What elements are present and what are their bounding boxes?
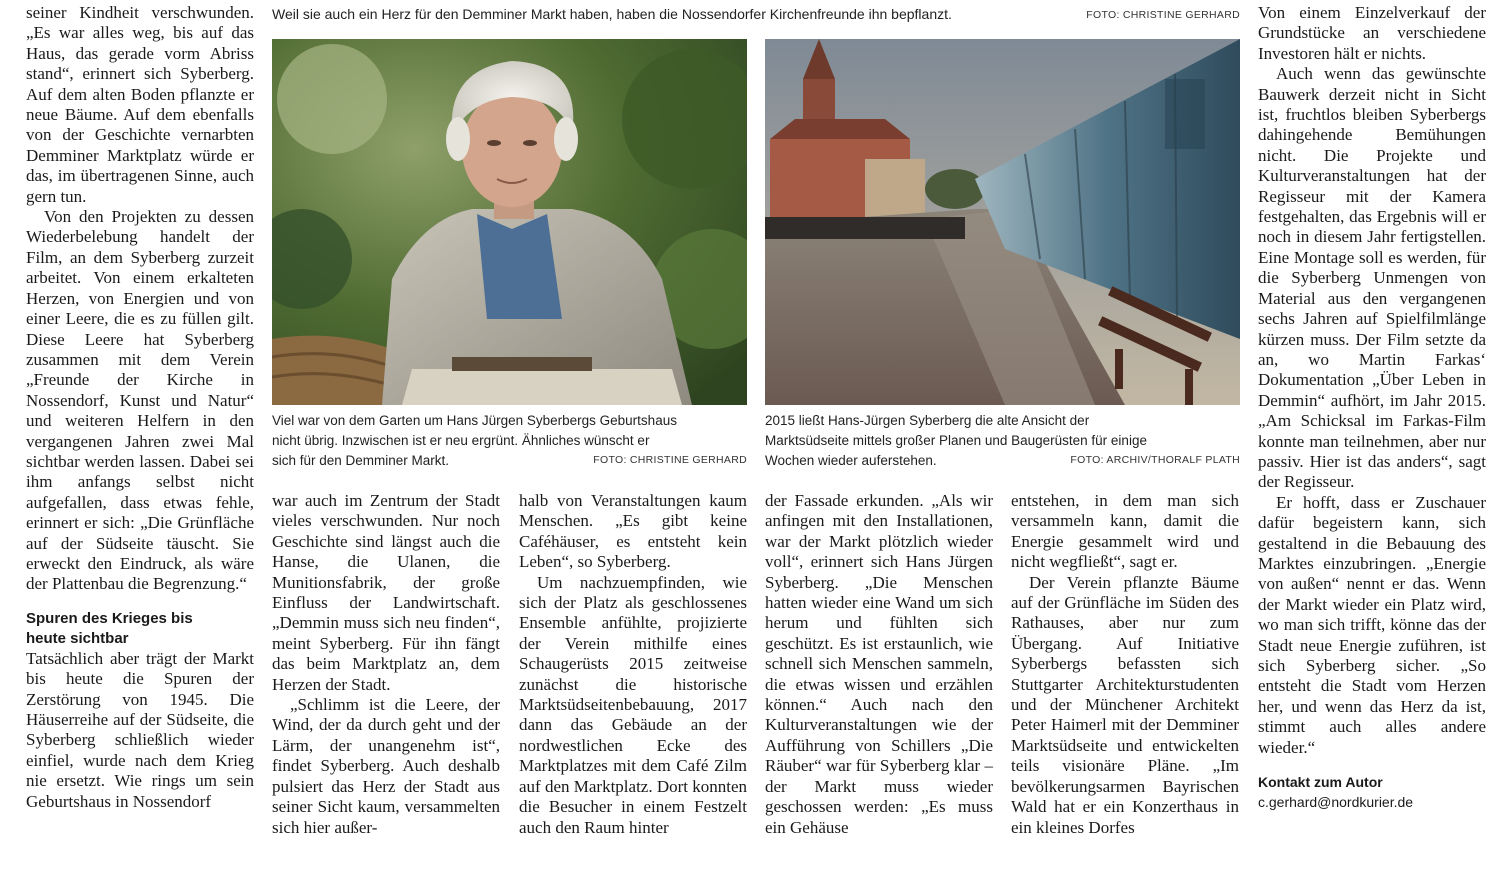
market-image — [765, 39, 1240, 405]
portrait-image — [272, 39, 747, 405]
paragraph: seiner Kindheit verschwunden. „Es war alles weg, bis auf das Haus, das gerade vorm Abriss stand“, erinnert sich Syberberg. Auf dem alten Boden pflanzte er neue Bäume. Auf dem ebenfalls von der Geschichte vernarbten Demminer Marktplatz würde er das, im übertragenen Sinne, auch gern tun. — [26, 3, 254, 206]
caption-market-line-1: 2015 ließt Hans-Jürgen Syberberg die alte Ansicht der — [765, 413, 1090, 428]
paragraph: Von einem Einzelverkauf der Grundstücke an verschiedene Investoren hält er nichts. — [1258, 3, 1486, 63]
subheading-line-2: heute sichtbar — [26, 629, 129, 647]
caption-market-credit: FOTO: ARCHIV/THORALF PLATH — [1070, 454, 1240, 466]
paragraph: halb von Veranstaltungen kaum Menschen. „Es gibt keine Caféhäuser, es entsteht kein Leben“, so Syberberg. — [519, 491, 747, 572]
subheading — [26, 609, 254, 649]
paragraph: Um nachzuempfinden, wie sich der Platz als geschlossenes Ensemble anfühlte, projizierte der Verein mithilfe eines Schaugerüsts 2015 zeitweise zunächst die historische Marktsüdseitenbebauung, 2017 dann das Gebäude an der nordwestlichen Ecke des Marktplatzes mit dem Café Zilm auf den Marktplatz. Dort konnten die Besucher in einem Festzelt auch den Raum hinter — [519, 572, 748, 837]
caption-portrait-line-1: Viel war von dem Garten um Hans Jürgen Syberbergs Geburtshaus — [272, 413, 677, 428]
article-column-2 — [272, 491, 500, 838]
caption-portrait-line-2: nicht übrig. Inzwischen ist er neu ergrünt. Ähnliches wünscht er — [272, 433, 650, 448]
caption-portrait-line-3: sich für den Demminer Markt. — [272, 453, 450, 468]
contact-email[interactable]: c.gerhard@nordkurier.de — [1258, 794, 1414, 811]
article-column-3 — [519, 491, 747, 838]
top-caption — [272, 4, 1240, 24]
caption-market-line-2: Marktsüdseite mittels großer Planen und Baugerüsten für einige — [765, 433, 1147, 448]
photo-portrait — [272, 39, 747, 405]
caption-market-line-3: Wochen wieder auferstehen. — [765, 453, 937, 468]
top-caption-text: Weil sie auch ein Herz für den Demminer Markt haben, haben die Nossendorfer Kirchenfreunde ihn bepflanzt. — [272, 6, 952, 22]
paragraph: Er hofft, dass er Zuschauer dafür begeistern kann, sich gestaltend in die Bebauung des Marktes einzubringen. „Energie von außen“ nennt er das. Wenn der Markt wieder ein Platz wird, wo man sich trifft, könne das der Stadt neue Energie zuführen, ist sich Syberberg sicher. „So entsteht die Stadt vom Herzen her, und wenn das Herz da ist, stimmt auch alles andere wieder.“ — [1258, 492, 1486, 757]
top-caption-credit: FOTO: CHRISTINE GERHARD — [1086, 9, 1240, 21]
article-column-4 — [765, 491, 993, 838]
paragraph: entstehen, in dem man sich versammeln kann, damit die Energie gesammelt wird und nicht wegfließt“, sagt er. — [1011, 491, 1239, 572]
paragraph: der Fassade erkunden. „Als wir anfingen mit den Installationen, war der Markt plötzlich wieder voll“, erinnert sich Hans Jürgen Syberberg. „Die Menschen hatten wieder eine Wand um sich herum und fühlten sich geschützt. Es ist erstaunlich, wie schnell sich Menschen sammeln, die etwas wissen und erzählen können.“ Auch nach den Kulturveranstaltungen wie der Aufführung von Schillers „Die Räuber“ war für Syberberg klar – der Markt muss wieder geschossen werden: „Es muss ein Gehäuse — [765, 491, 993, 837]
article-column-1 — [26, 3, 254, 812]
paragraph: Auch wenn das gewünschte Bauwerk derzeit nicht in Sicht ist, fruchtlos bleiben Syberbergs dahingehende Bemühungen nicht. Die Projekte und Kulturveranstaltungen hat der Regisseur mit der Kamera festgehalten, das Ergebnis will er noch in diesem Jahr fertigstellen. Eine Montage soll es werden, für die Syberberg Unmengen von Material aus den vergangenen sechs Jahren auf Spielfilmlänge kürzen muss. Der Film setzte da an, wo Martin Farkas‘ Dokumentation „Über Leben in Demmin“ aufhört, im Jahr 2015. „Am Schicksal im Farkas-Film konnte man teilnehmen, aber nur passiv. Hier ist das anders“, sagt der Regisseur. — [1258, 64, 1486, 492]
paragraph: Der Verein pflanzte Bäume auf der Grünfläche im Süden des Rathauses, aber nur zum Übergang. Auf Initiative Syberbergs befassten sich Stuttgarter Architekturstudenten und der Münchener Architekt Peter Haimerl mit der Demminer Marktsüdseite und entwickelten teils visionäre Pläne. „Im bevölkerungsarmen Bayrischen Wald hat er ein Konzerthaus in ein kleines Dorfes — [1011, 572, 1239, 837]
contact-heading: Kontakt zum Autor — [1258, 774, 1383, 791]
paragraph: Von den Projekten zu dessen Wiederbelebung handelt der Film, an dem Syberberg zurzeit arbeitet. Von einem erkalteten Herzen, von Energien und von einer Leere, die es zu füllen gilt. Diese Leere hat Syberberg zusammen mit dem Verein „Freunde der Kirche in Nossendorf, Kunst und Natur“ und weiteren Helfern in den vergangenen Jahren zwei Mal sichtbar werden lassen. Dabei sei ihm anfangs selbst nicht aufgefallen, dass etwas fehle, erinnert er sich: „Die Grünfläche auf der Südseite täuscht. Sie erweckt den Eindruck, als wäre der Plattenbau die Begrenzung.“ — [26, 207, 254, 594]
paragraph: war auch im Zentrum der Stadt vieles verschwunden. Nur noch Geschichte sind längst auch die Hanse, die Ulanen, die Munitionsfabrik, der große Einfluss der Landwirtschaft. „Demmin muss sich neu finden“, meint Syberberg. Für ihn fängt das beim Marktplatz an, dem Herzen der Stadt. — [272, 491, 500, 694]
subheading-line-1: Spuren des Krieges bis — [26, 609, 193, 627]
caption-market — [765, 411, 1240, 471]
article-column-5 — [1011, 491, 1239, 838]
paragraph: „Schlimm ist die Leere, der Wind, der da durch geht und der Lärm, der unangenehm ist“, findet Syberberg. Auch deshalb pulsiert das Herz der Stadt aus seiner Sicht kaum, versammelten sich hier außer- — [272, 695, 500, 837]
paragraph: Tatsächlich aber trägt der Markt bis heute die Spuren der Zerstörung von 1945. Die Häuserreihe auf der Südseite, die Syberberg schließlich wieder einfiel, wurde nach dem Krieg nie ersetzt. Wie rings um sein Geburtshaus in Nossendorf — [26, 648, 254, 811]
article-column-6 — [1258, 3, 1486, 812]
photo-market — [765, 39, 1240, 405]
caption-portrait — [272, 411, 747, 471]
caption-portrait-credit: FOTO: CHRISTINE GERHARD — [593, 454, 747, 466]
